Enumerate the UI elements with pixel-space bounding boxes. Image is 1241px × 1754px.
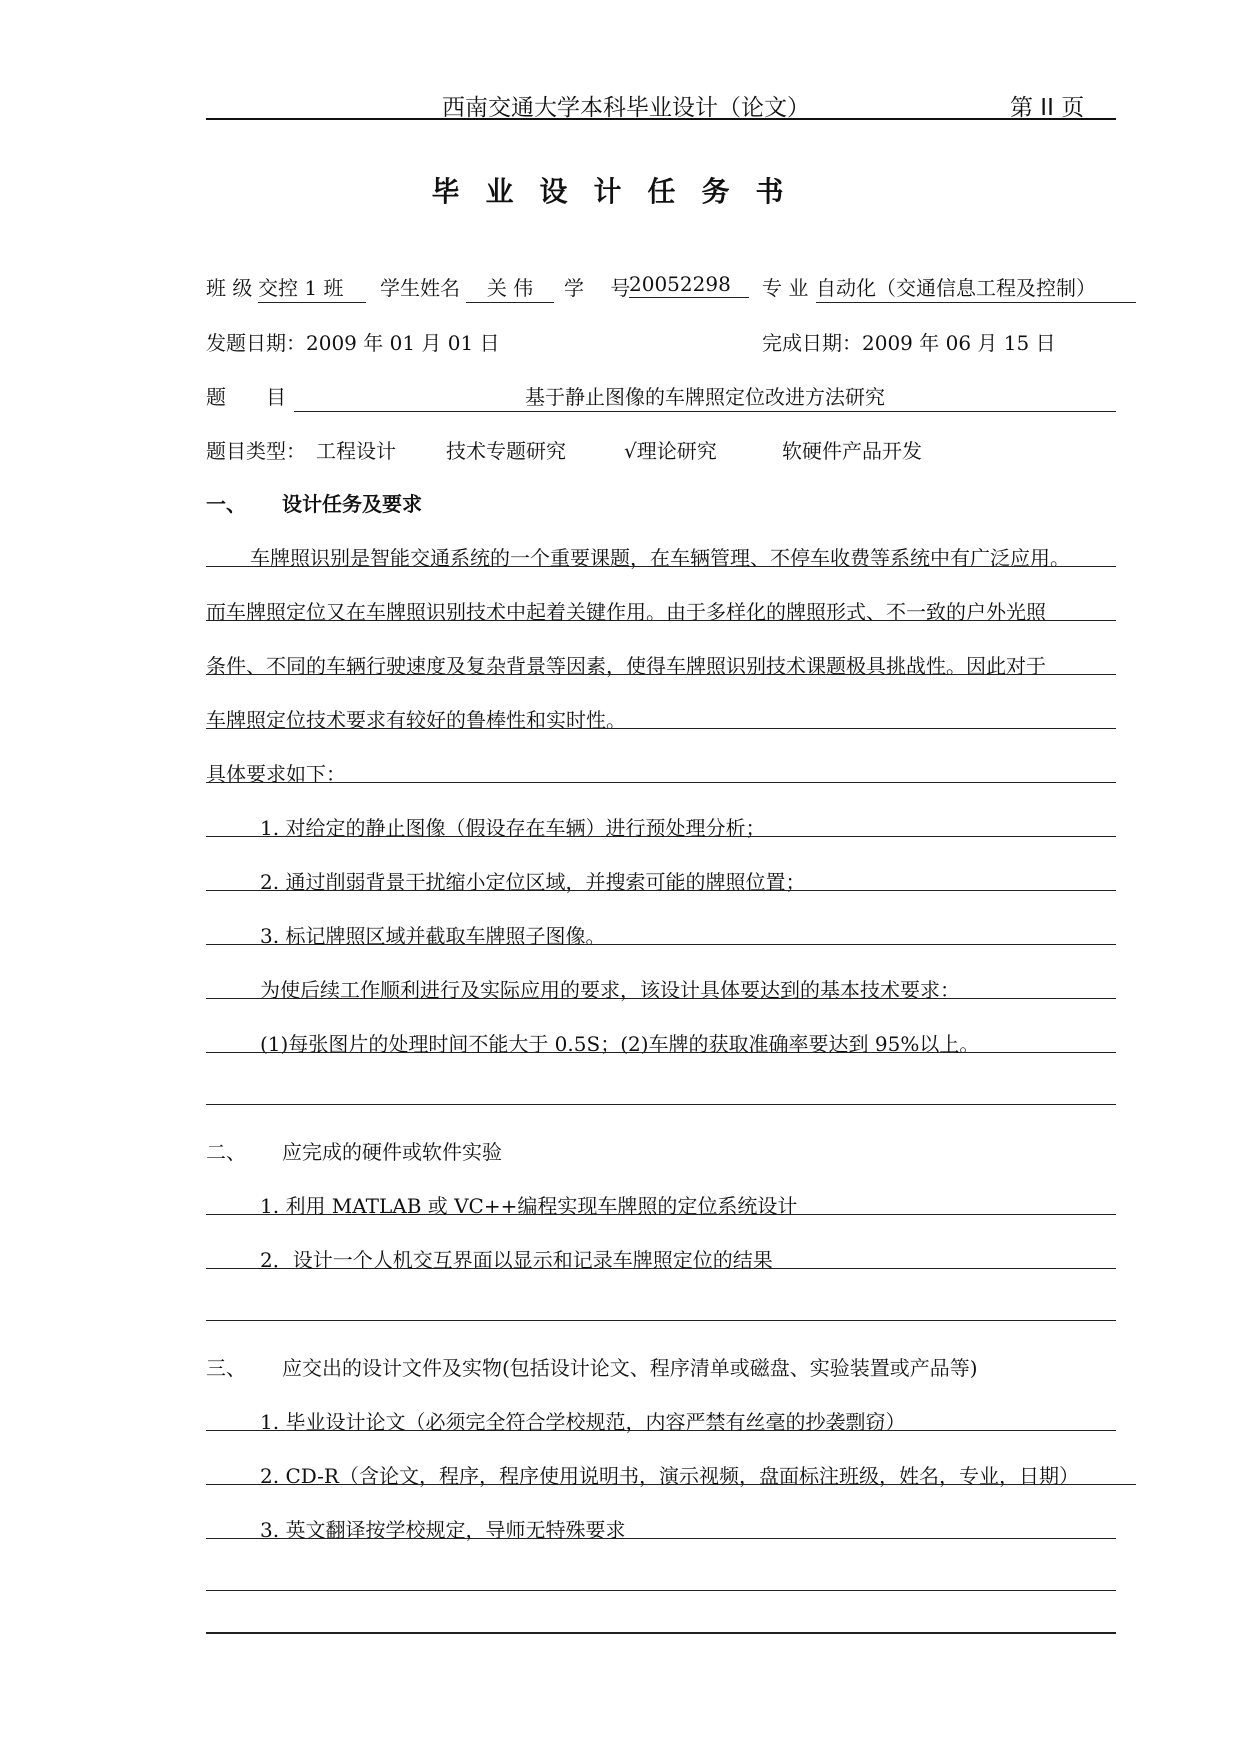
underline	[206, 1430, 1116, 1431]
section3-item-2: 2. CD-R（含论文，程序，程序使用说明书，演示视频，盘面标注班级，姓名，专业，日期）	[260, 1464, 1079, 1488]
section1-line-1: 车牌照识别是智能交通系统的一个重要课题，在车辆管理、不停车收费等系统中有广泛应用。	[250, 546, 1070, 570]
section3-heading: 应交出的设计文件及实物(包括设计论文、程序清单或磁盘、实验装置或产品等)	[282, 1356, 978, 1380]
major-label: 专 业	[762, 276, 809, 300]
section1-number: 一、	[206, 492, 246, 516]
section3-number: 三、	[206, 1356, 246, 1380]
student-id-label: 学 号	[564, 276, 631, 300]
header-page-number: 第 II 页	[1010, 95, 1085, 121]
underline	[206, 998, 1116, 999]
section1-line-2: 而车牌照定位又在车牌照识别技术中起着关键作用。由于多样化的牌照形式、不一致的户外光照	[206, 600, 1046, 624]
student-name-value: 关 伟	[466, 272, 554, 303]
section2-item-2: 2．设计一个人机交互界面以显示和记录车牌照定位的结果	[260, 1248, 773, 1272]
underline	[206, 1052, 1116, 1053]
section1-item-2: 2. 通过削弱背景干扰缩小定位区域，并搜索可能的牌照位置；	[260, 870, 806, 894]
class-value: 交控 1 班	[258, 272, 366, 303]
underline	[206, 728, 1116, 729]
class-label: 班 级	[206, 276, 253, 300]
section1-heading: 设计任务及要求	[282, 492, 422, 516]
underline	[206, 1484, 1136, 1485]
section2-number: 二、	[206, 1140, 246, 1164]
section2-item-1: 1. 利用 MATLAB 或 VC++编程实现车牌照的定位系统设计	[260, 1194, 798, 1218]
document-title: 毕业设计任务书	[431, 175, 810, 208]
topic-value: 基于静止图像的车牌照定位改进方法研究	[294, 381, 1116, 412]
underline	[206, 1632, 1116, 1634]
student-id-value: 20052298	[629, 272, 749, 298]
issue-date: 发题日期：2009 年 01 月 01 日	[206, 331, 500, 355]
section1-line-5: 具体要求如下：	[206, 762, 346, 786]
underline	[206, 890, 1116, 891]
underline	[206, 1268, 1116, 1269]
section1-line-10: (1)每张图片的处理时间不能大于 0.5S；(2)车牌的获取准确率要达到 95%以上。	[260, 1032, 980, 1056]
topic-type-engineering: 工程设计	[316, 439, 396, 463]
finish-date: 完成日期：2009 年 06 月 15 日	[762, 331, 1056, 355]
underline	[206, 566, 1116, 567]
major-value: 自动化（交通信息工程及控制）	[816, 272, 1136, 303]
section2-heading: 应完成的硬件或软件实验	[282, 1140, 502, 1164]
underline	[206, 620, 1116, 621]
underline	[206, 782, 1116, 783]
section1-item-3: 3. 标记牌照区域并截取车牌照子图像。	[260, 924, 606, 948]
topic-type-software: 软硬件产品开发	[782, 439, 922, 463]
underline	[206, 1214, 1116, 1215]
underline	[206, 1104, 1116, 1105]
section1-item-1: 1. 对给定的静止图像（假设存在车辆）进行预处理分析；	[260, 816, 766, 840]
section1-line-3: 条件、不同的车辆行驶速度及复杂背景等因素，使得车牌照识别技术课题极具挑战性。因此对于	[206, 654, 1046, 678]
topic-type-theory: √理论研究	[624, 439, 717, 463]
underline	[206, 836, 1116, 837]
topic-type-technical: 技术专题研究	[446, 439, 566, 463]
underline	[206, 1538, 1116, 1539]
section1-line-4: 车牌照定位技术要求有较好的鲁棒性和实时性。	[206, 708, 626, 732]
header-rule	[206, 118, 1116, 120]
section3-item-3: 3. 英文翻译按学校规定，导师无特殊要求	[260, 1518, 626, 1542]
underline	[206, 1320, 1116, 1321]
underline	[206, 1590, 1116, 1591]
section1-line-9: 为使后续工作顺利进行及实际应用的要求，该设计具体要达到的基本技术要求：	[260, 978, 960, 1002]
topic-type-label: 题目类型：	[206, 439, 306, 463]
header-institution: 西南交通大学本科毕业设计（论文）	[442, 95, 810, 121]
section3-item-1: 1. 毕业设计论文（必须完全符合学校规范，内容严禁有丝毫的抄袭剽窃）	[260, 1410, 906, 1434]
underline	[206, 944, 1116, 945]
student-name-label: 学生姓名	[380, 276, 460, 300]
topic-label: 题 目	[206, 385, 286, 409]
underline	[206, 674, 1116, 675]
